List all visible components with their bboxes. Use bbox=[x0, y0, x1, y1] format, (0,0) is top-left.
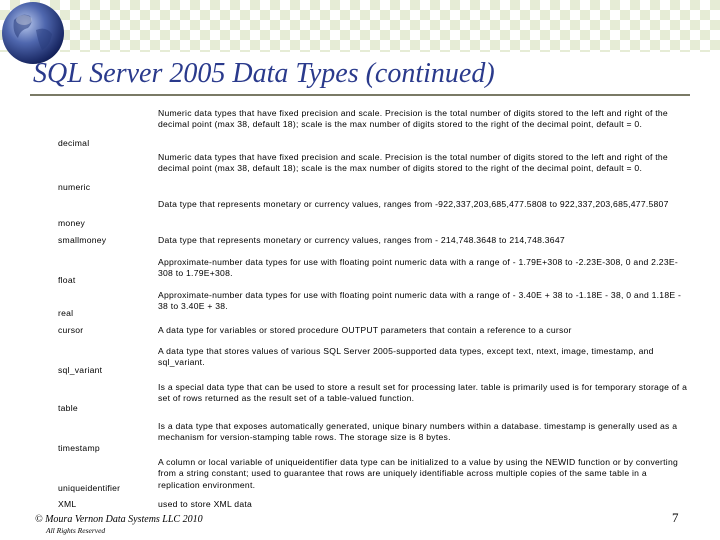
type-description: Approximate-number data types for use with floating point numeric data with a range of - 1.79E+308 to -2.23E-308, 0 and 2.23E-308 to 1.79E+308. bbox=[158, 257, 678, 279]
type-description: A data type for variables or stored procedure OUTPUT parameters that contain a reference to a cursor bbox=[158, 324, 572, 335]
table-row bbox=[58, 376, 690, 414]
type-name: cursor bbox=[58, 324, 84, 335]
type-description: Is a data type that exposes automatically generated, unique binary numbers within a database. timestamp is generally used as a mechanism for version-stamping table rows. The storage size is 8 bytes. bbox=[158, 421, 678, 443]
data-types-table bbox=[58, 108, 690, 516]
type-description: Numeric data types that have fixed precision and scale. Precision is the total number of digits stored to the left and right of the decimal point (max 38, default 18); scale is the max number of digits stored to the right of the decimal point, default = 0. bbox=[158, 152, 668, 174]
footer-copyright: © Moura Vernon Data Systems LLC 2010 bbox=[35, 514, 203, 525]
table-row bbox=[58, 494, 690, 516]
type-name: XML bbox=[58, 499, 77, 510]
type-name: table bbox=[58, 402, 78, 413]
type-name: float bbox=[58, 274, 76, 285]
type-name: smallmoney bbox=[58, 234, 107, 245]
table-row bbox=[58, 454, 690, 494]
title-divider bbox=[30, 94, 690, 96]
type-name: uniqueidentifier bbox=[58, 482, 121, 493]
table-row bbox=[58, 229, 690, 252]
header-pattern bbox=[0, 0, 720, 52]
table-row bbox=[58, 286, 690, 319]
table-row bbox=[58, 342, 690, 376]
table-row bbox=[58, 319, 690, 342]
type-description: Data type that represents monetary or currency values, ranges from - 214,748.3648 to 214,748.3647 bbox=[158, 234, 565, 245]
type-name: real bbox=[58, 307, 74, 318]
type-name: numeric bbox=[58, 181, 91, 192]
type-name: timestamp bbox=[58, 442, 100, 453]
type-description: Is a special data type that can be used to store a result set for processing later. table is primarily used is for temporary storage of a set of rows returned as the result set of a table-valued function. bbox=[158, 382, 688, 404]
globe-icon bbox=[0, 0, 66, 66]
table-row bbox=[58, 414, 690, 454]
page-number: 7 bbox=[672, 510, 679, 525]
type-description: used to store XML data bbox=[158, 499, 253, 510]
table-row bbox=[58, 252, 690, 286]
table-row bbox=[58, 108, 690, 149]
type-description: Approximate-number data types for use with floating point numeric data with a range of - 3.40E + 38 to -1.18E - 38, 0 and 1.18E - 38 to 3.40E + 38. bbox=[158, 290, 682, 312]
type-description: Data type that represents monetary or currency values, ranges from -922,337,203,685,477.5808 to 922,337,203,685,477.5807 bbox=[158, 199, 669, 209]
type-name: decimal bbox=[58, 137, 90, 148]
table-row bbox=[58, 193, 690, 229]
type-name: sql_variant bbox=[58, 364, 103, 375]
type-description: Numeric data types that have fixed precision and scale. Precision is the total number of digits stored to the left and right of the decimal point (max 38, default 18); scale is the max number of digits stored to the right of the decimal point, default = 0. bbox=[158, 108, 668, 130]
type-description: A column or local variable of uniqueidentifier data type can be initialized to a value by using the NEWID function or by converting from a string constant; used to guarantee that rows are uniquely identifiable across multiple copies of the same table in a replication environment. bbox=[158, 457, 679, 490]
footer-rights: All Rights Reserved bbox=[46, 526, 106, 535]
slide-title: SQL Server 2005 Data Types (continued) bbox=[33, 58, 495, 89]
type-name: money bbox=[58, 217, 86, 228]
type-description: A data type that stores values of various SQL Server 2005-supported data types, except text, ntext, image, timestamp, and sql_variant. bbox=[158, 346, 654, 368]
table-row bbox=[58, 149, 690, 193]
